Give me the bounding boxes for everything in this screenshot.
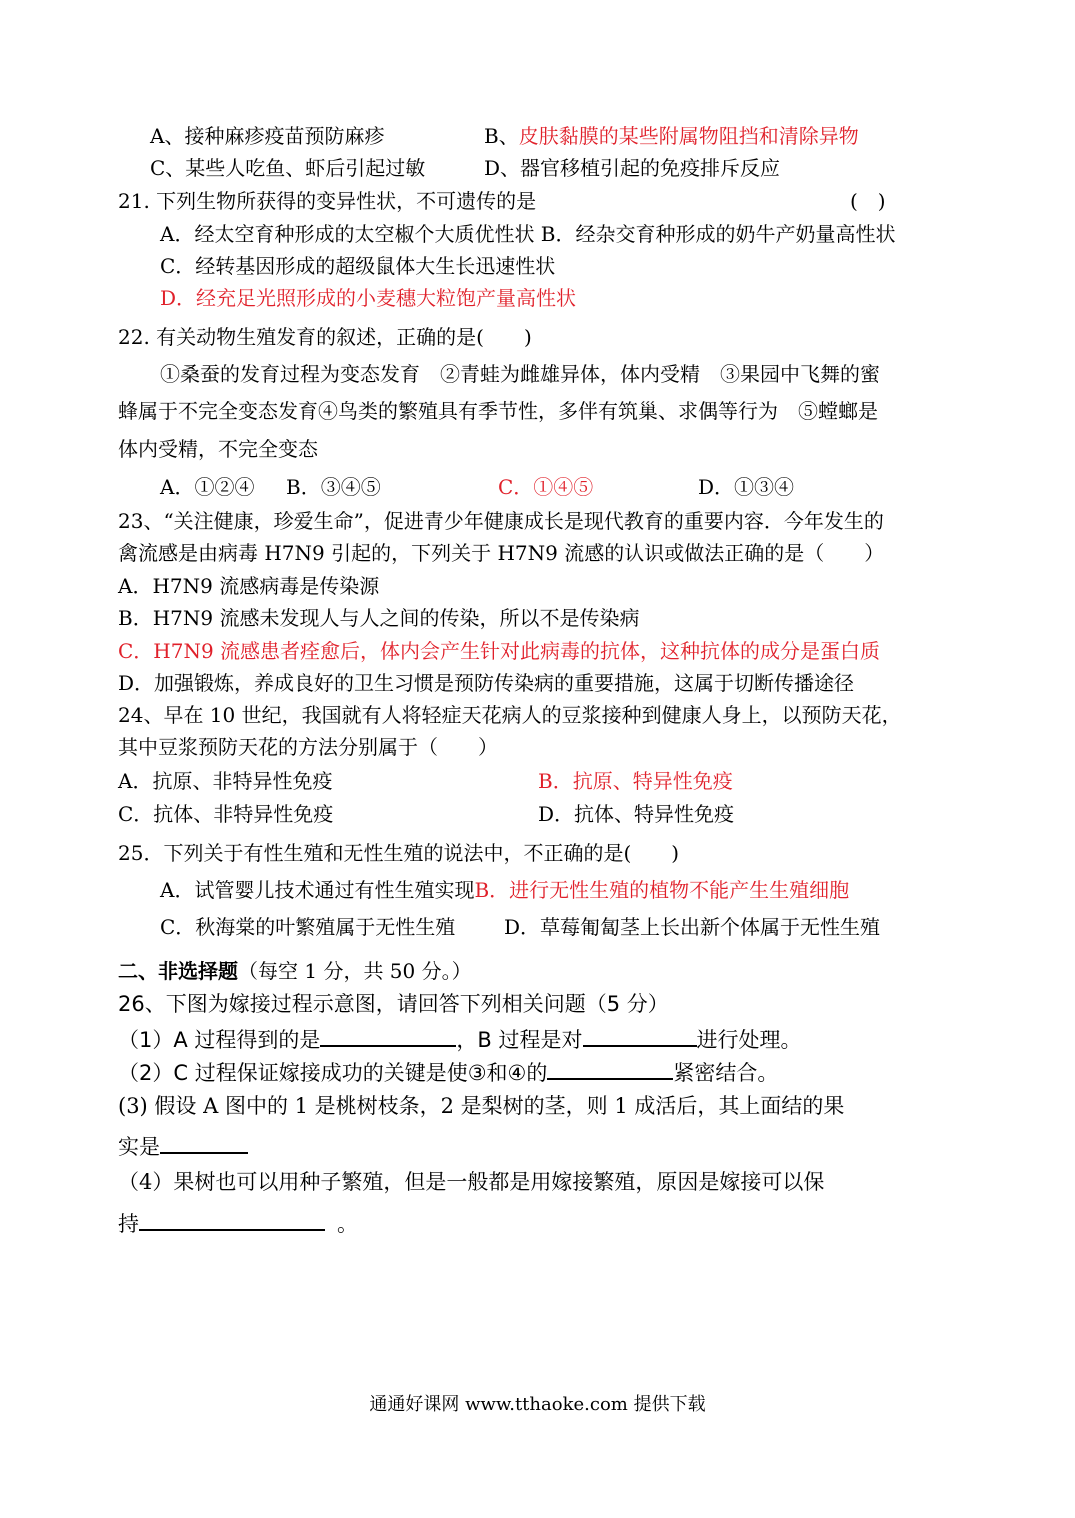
q24-stem-line1: 24、早在 10 世纪，我国就有人将轻症天花病人的豆浆接种到健康人身上，以预防天花， — [118, 703, 902, 727]
q26-part1 — [118, 1023, 802, 1054]
q23-stem-line1: 23、“关注健康，珍爱生命”，促进青少年健康成长是现代教育的重要内容．今年发生的 — [118, 509, 884, 533]
q20-option-d: D、器官移植引起的免疫排斥反应 — [484, 156, 781, 180]
q23-option-c: C．H7N9 流感患者痊愈后，体内会产生针对此病毒的抗体，这种抗体的成分是蛋白质 — [118, 639, 881, 663]
q24-stem-line2: 其中豆浆预防天花的方法分别属于（ ） — [118, 735, 498, 759]
q24-option-b: B．抗原、特异性免疫 — [538, 769, 733, 793]
q21-stem: 21. 下列生物所获得的变异性状，不可遗传的是 — [118, 189, 537, 213]
q22-option-b: B．③④⑤ — [286, 475, 381, 499]
q21-answer-paren: ( ) — [850, 189, 886, 213]
q25-option-b: B．进行无性生殖的植物不能产生生殖细胞 — [474, 878, 850, 902]
q21-option-c: C．经转基因形成的超级鼠体大生长迅速性状 — [160, 254, 556, 278]
q22-option-d: D．①③④ — [698, 475, 795, 499]
q24-option-a: A．抗原、非特异性免疫 — [118, 769, 333, 793]
q23-option-b: B．H7N9 流感未发现人与人之间的传染，所以不是传染病 — [118, 606, 640, 630]
q25-option-c: C．秋海棠的叶繁殖属于无性生殖 — [160, 915, 456, 939]
q20-option-a: A、接种麻疹疫苗预防麻疹 — [150, 124, 385, 148]
q21-option-d: D．经充足光照形成的小麦穗大粒饱产量高性状 — [160, 286, 577, 310]
q26-part4-text-b: 。 — [337, 1212, 358, 1236]
q21-options-ab: A．经太空育种形成的太空椒个大质优性状 B．经杂交育种形成的奶牛产奶量高性状 — [160, 222, 896, 246]
q26-part4-line2 — [118, 1207, 358, 1238]
q26-part2-text-b: 紧密结合。 — [673, 1061, 779, 1085]
q26-stem: 26、下图为嫁接过程示意图，请回答下列相关问题（5 分） — [118, 992, 669, 1016]
q26-part4-text-a: 持 — [118, 1212, 139, 1236]
section-title: 二、非选择题 — [118, 959, 238, 983]
q25-options-ab — [160, 876, 849, 904]
section-heading — [118, 957, 472, 985]
q25-stem: 25．下列关于有性生殖和无性生殖的说法中，不正确的是( ) — [118, 841, 680, 865]
q26-part1-text-b: ，B 过程是对 — [456, 1028, 583, 1052]
q26-part1-text-c: 进行处理。 — [696, 1028, 802, 1052]
q26-blank-3[interactable] — [547, 1056, 673, 1080]
q26-part3-line2 — [118, 1130, 248, 1161]
q22-stem: 22. 有关动物生殖发育的叙述，正确的是( ) — [118, 325, 532, 349]
q22-option-a: A．①②④ — [160, 475, 255, 499]
q22-statement-line1: ①桑蚕的发育过程为变态发育 ②青蛙为雌雄异体，体内受精 ③果园中飞舞的蜜 — [160, 362, 880, 386]
q26-blank-2[interactable] — [583, 1023, 697, 1047]
q20-option-c: C、某些人吃鱼、虾后引起过敏 — [150, 156, 426, 180]
q25-option-d: D．草莓匍匐茎上长出新个体属于无性生殖 — [504, 915, 881, 939]
q26-part2-text-a: （2）C 过程保证嫁接成功的关键是使③和④的 — [118, 1061, 548, 1085]
q26-blank-5[interactable] — [139, 1207, 325, 1231]
q22-statement-line2: 蜂属于不完全变态发育④鸟类的繁殖具有季节性，多伴有筑巢、求偶等行为 ⑤螳螂是 — [118, 399, 878, 423]
q26-blank-4[interactable] — [160, 1130, 248, 1154]
q24-option-d: D．抗体、特异性免疫 — [538, 802, 735, 826]
q26-part3-text: 实是 — [118, 1135, 160, 1159]
q26-part1-text-a: （1）A 过程得到的是 — [118, 1028, 321, 1052]
q20-option-b-text: 皮肤黏膜的某些附属物阻挡和清除异物 — [518, 124, 859, 148]
q26-blank-1[interactable] — [320, 1023, 456, 1047]
q23-option-a: A．H7N9 流感病毒是传染源 — [118, 574, 380, 598]
section-note: （每空 1 分，共 50 分。） — [238, 959, 472, 983]
q22-statement-line3: 体内受精，不完全变态 — [118, 437, 318, 461]
q26-part3-line1: (3) 假设 A 图中的 1 是桃树枝条，2 是梨树的茎，则 1 成活后，其上面结的果 — [118, 1094, 845, 1118]
q22-option-c: C．①④⑤ — [498, 475, 594, 499]
q26-part2 — [118, 1056, 778, 1087]
q20-option-b — [484, 122, 859, 150]
q25-option-a: A．试管婴儿技术通过有性生殖实现 — [160, 878, 475, 902]
q23-option-d: D．加强锻炼，养成良好的卫生习惯是预防传染病的重要措施，这属于切断传播途径 — [118, 671, 855, 695]
q23-stem-line2: 禽流感是由病毒 H7N9 引起的，下列关于 H7N9 流感的认识或做法正确的是（ ） — [118, 541, 885, 565]
page-footer: 通通好课网 www.tthaoke.com 提供下载 — [369, 1394, 706, 1415]
q26-part4-line1: （4）果树也可以用种子繁殖，但是一般都是用嫁接繁殖，原因是嫁接可以保 — [118, 1170, 825, 1194]
q20-option-b-prefix: B、 — [484, 124, 519, 148]
q24-option-c: C．抗体、非特异性免疫 — [118, 802, 334, 826]
